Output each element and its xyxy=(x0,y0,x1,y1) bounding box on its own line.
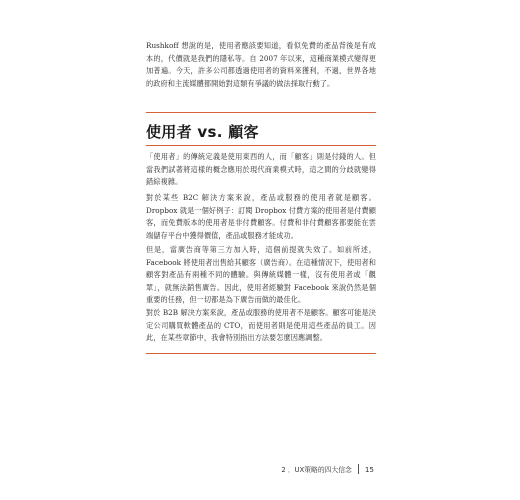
page-footer xyxy=(281,464,374,474)
body-paragraph-3: 但是，當廣告商等第三方加入時，這個前提就失效了。如前所述，Facebook 將使用者出售給其顧客（廣告商）。在這種情況下，使用者和顧客對產品有兩種不同的體驗。與傳統媒體一樣，沒有使用者或「觀眾」，就無法銷售廣告。因此，使用者經驗對 Facebook 來說仍然是個重要的任務，但一切都是為下廣告而做的最佳化。 xyxy=(146,245,376,305)
page-number: 15 xyxy=(364,464,374,474)
body-paragraph-2: 對於某些 B2C 解決方案來說，產品或服務的使用者就是顧客。Dropbox 就是一個好例子：訂閱 Dropbox 付費方案的使用者是付費顧客，而免費版本的使用者是非付費顧客。付費和非付費顧客都要能在雲端儲存平台中獲得價值，產品或服務才能成功。 xyxy=(146,193,376,240)
closing-rule xyxy=(146,353,376,354)
footer-separator xyxy=(358,464,359,474)
body-paragraph-1: 「使用者」的傳統定義是使用東西的人，而「顧客」則是付錢的人。但當我們試著將這樣的概念應用於現代商業模式時，這之間的分歧就變得錯綜複雜。 xyxy=(146,152,376,187)
intro-paragraph: Rushkoff 想說的是，使用者應該要知道，看似免費的產品背後是有成本的，代價就是我們的隱私等。自 2007 年以來，這種商業模式變得更加普遍。今天，許多公司都透過使用者的資料來獲利，不過，世界各地的政府和主流媒體都開始對這類有爭議的做法採取行動了。 xyxy=(146,41,376,88)
section-bottom-rule xyxy=(146,145,376,146)
section-heading: 使用者 vs. 顧客 xyxy=(146,123,259,141)
body-paragraph-4: 對於 B2B 解決方案來說，產品或服務的使用者不是顧客。顧客可能是決定公司購買軟體產品的 CTO，而使用者則是使用這些產品的員工。因此，在某些章節中，我會特別指出方法要怎麼因應調整。 xyxy=(146,308,376,343)
section-top-rule xyxy=(146,112,376,113)
footer-chapter-title: 2 ．UX策略的四大信念 xyxy=(281,466,352,474)
